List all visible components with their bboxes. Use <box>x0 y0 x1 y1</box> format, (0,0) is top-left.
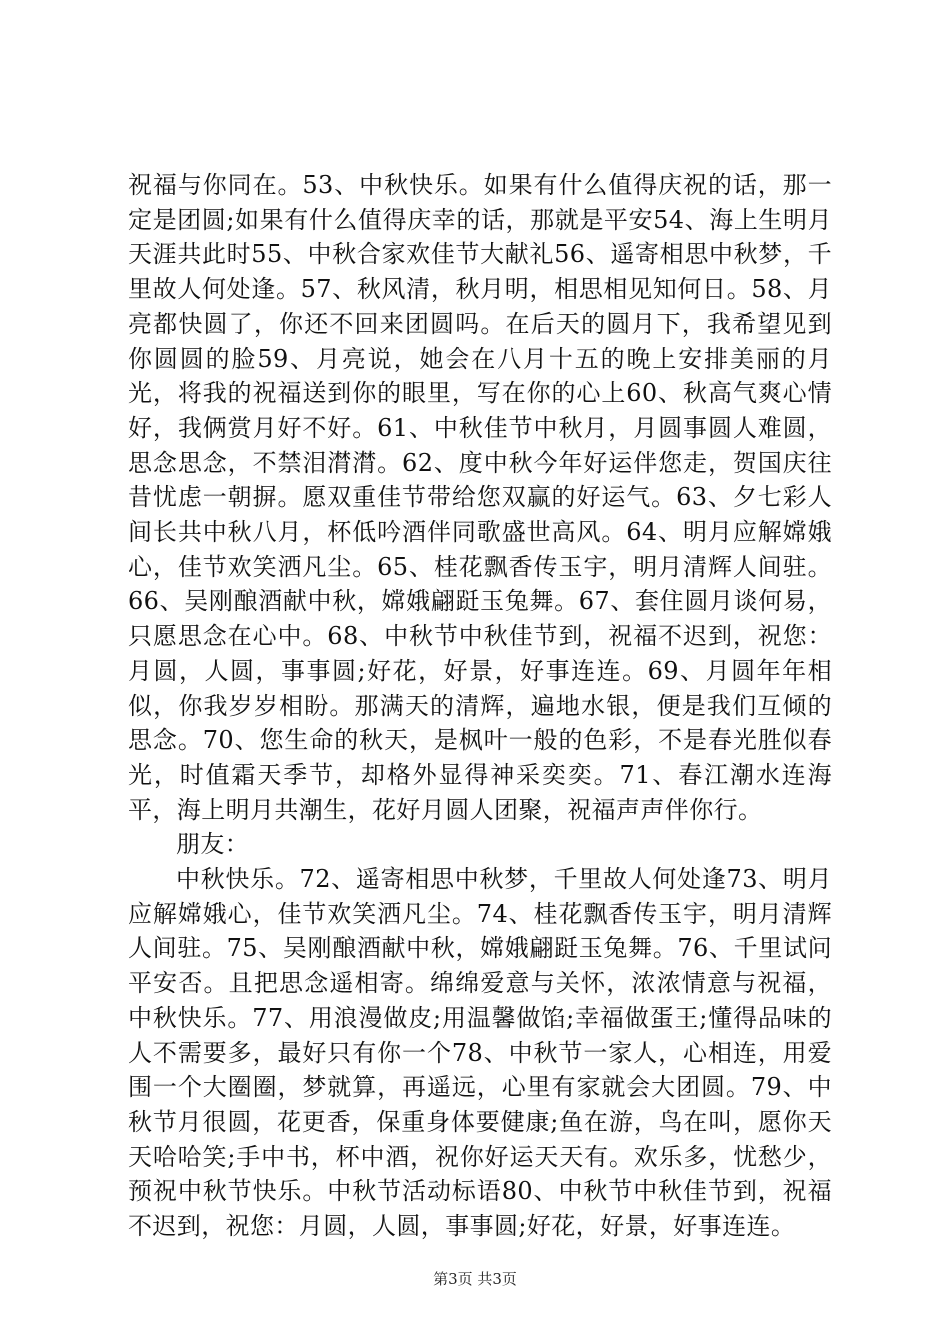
paragraph-salutation: 朋友： <box>176 830 250 859</box>
paragraph-blessings-72-80: 中秋快乐。72、遥寄相思中秋梦，千里故人何处逢73、明月应解嫦娥心，佳节欢笑洒凡尘。74、桂花飘香传玉宇，明月清辉人间驻。75、吴刚酿酒献中秋，嫦娥翩跹玉兔舞。76、千里试问平安否。且把思念遥相寄。绵绵爱意与关怀，浓浓情意与祝福，中秋快乐。77、用浪漫做皮;用温馨做馅;幸福做蛋王;懂得品味的人不需要多，最好只有你一个78、中秋节一家人，心相连，用爱围一个大圈圈，梦就算，再遥远，心里有家就会大团圆。79、中秋节月很圆，花更香，保重身体要健康;鱼在游，鸟在叫，愿你天天哈哈笑;手中书，杯中酒，祝你好运天天有。欢乐多，忧愁少，预祝中秋节快乐。中秋节活动标语80、中秋节中秋佳节到，祝福不迟到，祝您：月圆，人圆，事事圆;好花，好景，好事连连。 <box>128 865 832 1241</box>
paragraph-blessings-53-71: 祝福与你同在。53、中秋快乐。如果有什么值得庆祝的话，那一定是团圆;如果有什么值得庆幸的话，那就是平安54、海上生明月天涯共此时55、中秋合家欢佳节大献礼56、遥寄相思中秋梦，千里故人何处逢。57、秋风清，秋月明，相思相见知何日。58、月亮都快圆了，你还不回来团圆吗。在后天的圆月下，我希望见到你圆圆的脸59、月亮说，她会在八月十五的晚上安排美丽的月光，将我的祝福送到你的眼里，写在你的心上60、秋高气爽心情好，我俩赏月好不好。61、中秋佳节中秋月，月圆事圆人难圆，思念思念，不禁泪潸潸。62、度中秋今年好运伴您走，贺国庆往昔忧虑一朝摒。愿双重佳节带给您双赢的好运气。63、夕七彩人间长共中秋八月，杯低吟酒伴同歌盛世高风。64、明月应解嫦娥心，佳节欢笑洒凡尘。65、桂花飘香传玉宇，明月清辉人间驻。66、吴刚酿酒献中秋，嫦娥翩跹玉兔舞。67、套住圆月谈何易，只愿思念在心中。68、中秋节中秋佳节到，祝福不迟到，祝您：月圆，人圆，事事圆;好花，好景，好事连连。69、月圆年年相似，你我岁岁相盼。那满天的清辉，遍地水银，便是我们互倾的思念。70、您生命的秋天，是枫叶一般的色彩，不是春光胜似春光，时值霜天季节，却格外显得神采奕奕。71、春江潮水连海平，海上明月共潮生，花好月圆人团聚，祝福声声伴你行。 <box>128 171 832 824</box>
page-number-footer: 第3页 共3页 <box>433 1270 517 1288</box>
document-body <box>128 168 832 1244</box>
